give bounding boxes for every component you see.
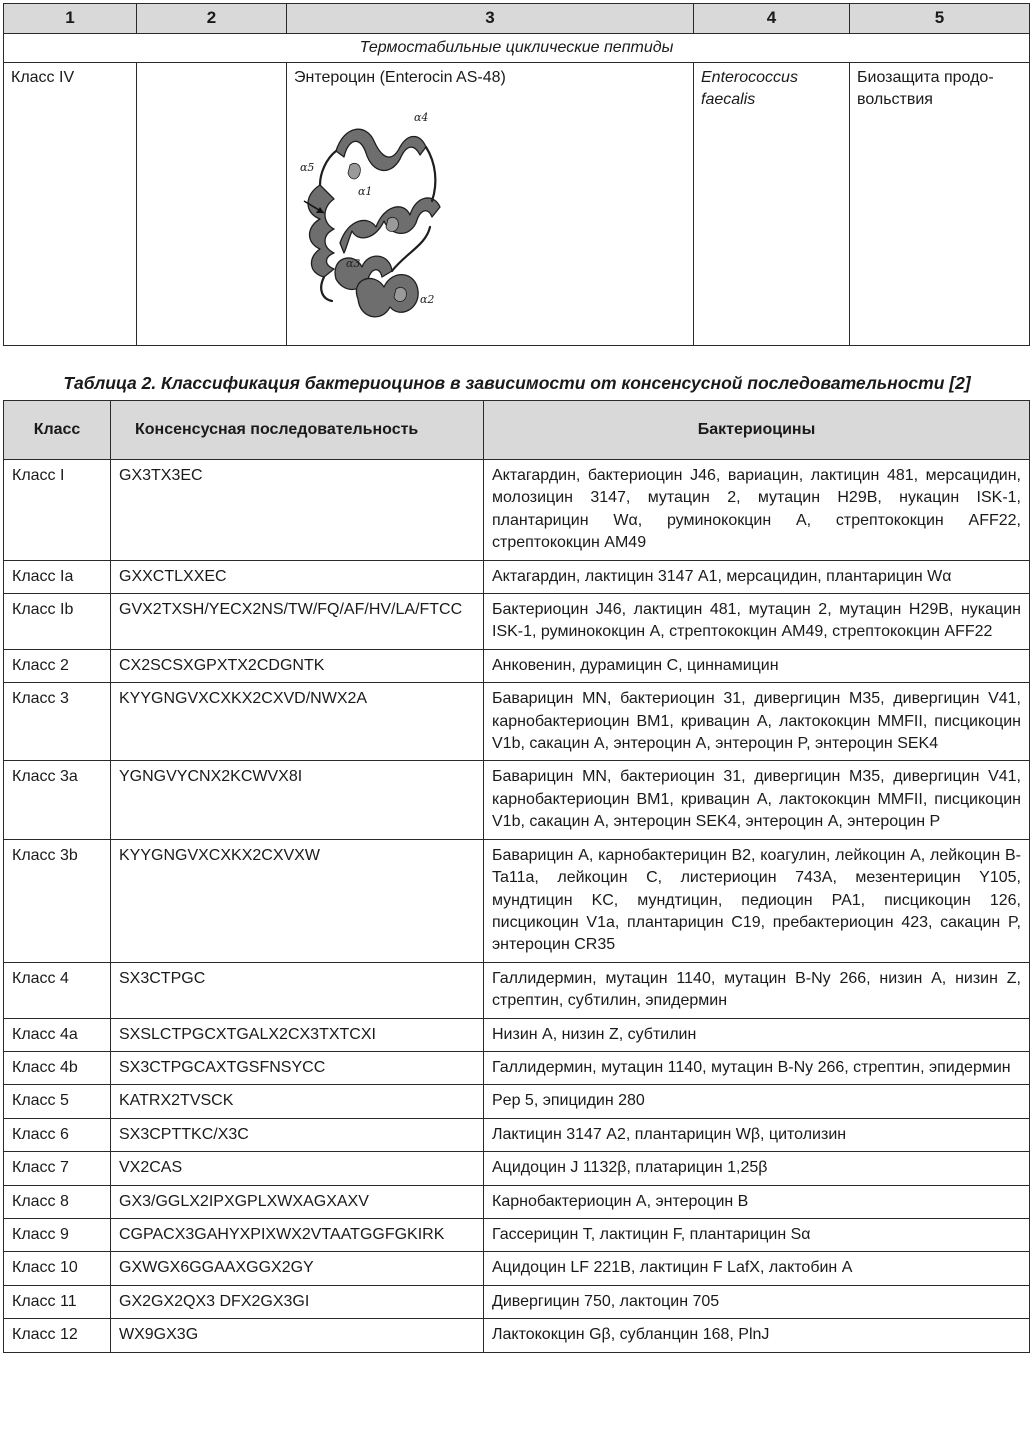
bacteriocins-cell: Pep 5, эпицидин 280 — [484, 1085, 1030, 1118]
class-cell: Класс 4 — [4, 962, 111, 1018]
class-cell: Класс 5 — [4, 1085, 111, 1118]
bacteriocins-cell: Баварицин MN, бактериоцин 31, дивергицин M35, дивергицин V41, карнобактериоцин BM1, кривацин A, лактококцин MMFII, писцикоцин V1b, сакацин A, энтероцин A, энтероцин P, энтероцин SEK4 — [484, 683, 1030, 761]
sequence-cell: CGPACX3GAHYXPIXWX2VTAATGGFGKIRK — [111, 1218, 484, 1251]
class-cell: Класс 8 — [4, 1185, 111, 1218]
table-row — [4, 1185, 1030, 1218]
table-1-header-cell: 1 — [4, 4, 137, 34]
bacteriocin-cell — [287, 63, 694, 346]
bacteriocins-cell: Низин A, низин Z, субтилин — [484, 1018, 1030, 1051]
table-row — [4, 761, 1030, 839]
bacteriocins-cell: Баварицин A, карнобактерицин B2, коагулин, лейкоцин A, лейкоцин B-Ta11a, лейкоцин C, листериоцин 743A, мезентерицин Y105, мундтицин KC, мундтицин, педиоцин PA1, писцикоцин 126, писцикоцин V1a, плантарицин C19, пребактериоцин 423, сакацин P, энтероцин CR35 — [484, 839, 1030, 962]
bacteriocins-cell: Карнобактериоцин A, энтероцин B — [484, 1185, 1030, 1218]
table-1-header-cell: 4 — [694, 4, 850, 34]
bacteriocins-cell: Гассерицин T, лактицин F, плантарицин Sα — [484, 1218, 1030, 1251]
bacteriocins-cell: Галлидермин, мутацин 1140, мутацин B-Ny 266, стрептин, эпидермин — [484, 1051, 1030, 1084]
table-2-caption: Таблица 2. Классификация бактериоцинов в зависимости от консенсусной последовательности [2] — [63, 373, 971, 393]
sequence-cell: KATRX2TVSCK — [111, 1085, 484, 1118]
application-line: вольствия — [857, 91, 933, 109]
enterocin-structure-image — [296, 103, 446, 333]
class-cell: Класс 10 — [4, 1252, 111, 1285]
bacteriocins-cell: Бактериоцин J46, лактицин 481, мутацин 2, мутацин H29B, нукацин ISK-1, руминококцин A, стрептококцин AM49, стрептококцин AFF22 — [484, 594, 1030, 650]
helix-label-alpha2: α2 — [420, 293, 435, 307]
sequence-cell: YGNGVYCNX2KCWVX8I — [111, 761, 484, 839]
table-2-body — [4, 460, 1030, 1353]
table-1-header-cell: 3 — [287, 4, 694, 34]
table-row — [4, 1252, 1030, 1285]
table-row — [4, 1018, 1030, 1051]
bacteriocins-cell: Лактококцин Gβ, субланцин 168, PlnJ — [484, 1319, 1030, 1352]
helix-label-alpha3: α3 — [346, 257, 361, 271]
bacteriocin-name: Энтероцин (Enterocin AS-48) — [294, 69, 506, 86]
class-cell: Класс 2 — [4, 649, 111, 682]
table-1-section-row — [4, 34, 1030, 63]
table-row — [4, 560, 1030, 593]
column-header-sequence: Консенсусная последовательность — [111, 401, 484, 460]
table-1 — [3, 3, 1030, 346]
column-header-class: Класс — [4, 401, 111, 460]
sequence-cell: WX9GX3G — [111, 1319, 484, 1352]
helix-label-alpha1: α1 — [358, 185, 373, 199]
table-2-header-row — [4, 401, 1030, 460]
table-1-row — [4, 63, 1030, 346]
table-row — [4, 1319, 1030, 1352]
class-cell: Класс 3a — [4, 761, 111, 839]
table-1-header-row — [4, 4, 1030, 34]
sequence-cell: GX3/GGLX2IPXGPLXWXAGXAXV — [111, 1185, 484, 1218]
bacteriocins-cell: Актагардин, бактериоцин J46, вариацин, лактицин 481, мерсацидин, молозицин 3147, мутацин 2, мутацин H29B, нукацин ISK-1, плантарицин Wα, руминококцин A, стрептококцин AFF22, стрептококцин AM49 — [484, 460, 1030, 561]
class-cell: Класс 9 — [4, 1218, 111, 1251]
bacteriocins-cell: Актагардин, лактицин 3147 A1, мерсацидин, плантарицин Wα — [484, 560, 1030, 593]
class-cell: Класс Ib — [4, 594, 111, 650]
class-cell: Класс 3 — [4, 683, 111, 761]
bacteriocins-cell: Дивергицин 750, лактоцин 705 — [484, 1285, 1030, 1318]
bacteriocins-cell: Ацидоцин J 1132β, платарицин 1,25β — [484, 1152, 1030, 1185]
table-row — [4, 962, 1030, 1018]
sequence-cell: CX2SCSXGPXTX2CDGNTK — [111, 649, 484, 682]
bacteriocins-cell: Лактицин 3147 A2, плантарицин Wβ, цитолизин — [484, 1118, 1030, 1151]
sequence-cell: SX3CTPGC — [111, 962, 484, 1018]
table-row — [4, 1152, 1030, 1185]
class-cell: Класс 7 — [4, 1152, 111, 1185]
class-cell: Класс 3b — [4, 839, 111, 962]
sequence-cell: SXSLCTPGCXTGALX2CX3TXTCXI — [111, 1018, 484, 1051]
class-cell: Класс I — [4, 460, 111, 561]
sequence-cell: GXWGX6GGAAXGGX2GY — [111, 1252, 484, 1285]
application-cell — [850, 63, 1030, 346]
sequence-cell: KYYGNGVXCXKX2CXVXW — [111, 839, 484, 962]
table-row — [4, 1218, 1030, 1251]
bacteriocins-cell: Ацидоцин LF 221B, лактицин F LafX, лактобин A — [484, 1252, 1030, 1285]
helix-label-alpha5: α5 — [300, 161, 315, 175]
class-cell: Класс IV — [4, 63, 137, 346]
organism-cell — [694, 63, 850, 346]
sequence-cell: GX2GX2QX3 DFX2GX3GI — [111, 1285, 484, 1318]
table-row — [4, 460, 1030, 561]
bacteriocins-cell: Баварицин MN, бактериоцин 31, дивергицин M35, дивергицин V41, карнобактериоцин BM1, кривацин A, лактококцин MMFII, писцикоцин V1b, сакацин A, энтероцин SEK4, энтероцин A, энтероцин P — [484, 761, 1030, 839]
helix-label-alpha4: α4 — [414, 111, 429, 125]
organism-species: faecalis — [701, 91, 756, 109]
table-row — [4, 839, 1030, 962]
organism-genus: Enterococcus — [701, 69, 798, 86]
sequence-cell: VX2CAS — [111, 1152, 484, 1185]
application-line: Биозащита продо- — [857, 69, 994, 86]
sequence-cell: KYYGNGVXCXKX2CXVD/NWX2A — [111, 683, 484, 761]
sequence-cell: GVX2TXSH/YECX2NS/TW/FQ/AF/HV/LA/FTCC — [111, 594, 484, 650]
bacteriocins-cell: Анковенин, дурамицин C, циннамицин — [484, 649, 1030, 682]
table-row — [4, 649, 1030, 682]
class-cell: Класс 6 — [4, 1118, 111, 1151]
table-row — [4, 1051, 1030, 1084]
table-row — [4, 683, 1030, 761]
section-title: Термостабильные циклические пептиды — [4, 34, 1030, 63]
table-1-header-cell: 5 — [850, 4, 1030, 34]
class-cell: Класс 4b — [4, 1051, 111, 1084]
table-row — [4, 1085, 1030, 1118]
class-cell: Класс 4a — [4, 1018, 111, 1051]
table-row — [4, 594, 1030, 650]
table-row — [4, 1285, 1030, 1318]
sequence-cell: GXXCTLXXEC — [111, 560, 484, 593]
sequence-cell: SX3CPTTKC/X3C — [111, 1118, 484, 1151]
class-cell: Класс Ia — [4, 560, 111, 593]
table-2 — [3, 400, 1030, 1353]
bacteriocins-cell: Галлидермин, мутацин 1140, мутацин B-Ny 266, низин A, низин Z, стрептин, субтилин, эпидермин — [484, 962, 1030, 1018]
class-cell: Класс 12 — [4, 1319, 111, 1352]
column-header-bacteriocins: Бактериоцины — [484, 401, 1030, 460]
table-1-header-cell: 2 — [137, 4, 287, 34]
empty-cell — [137, 63, 287, 346]
class-cell: Класс 11 — [4, 1285, 111, 1318]
sequence-cell: GX3TX3EC — [111, 460, 484, 561]
table-row — [4, 1118, 1030, 1151]
sequence-cell: SX3CTPGCAXTGSFNSYCC — [111, 1051, 484, 1084]
